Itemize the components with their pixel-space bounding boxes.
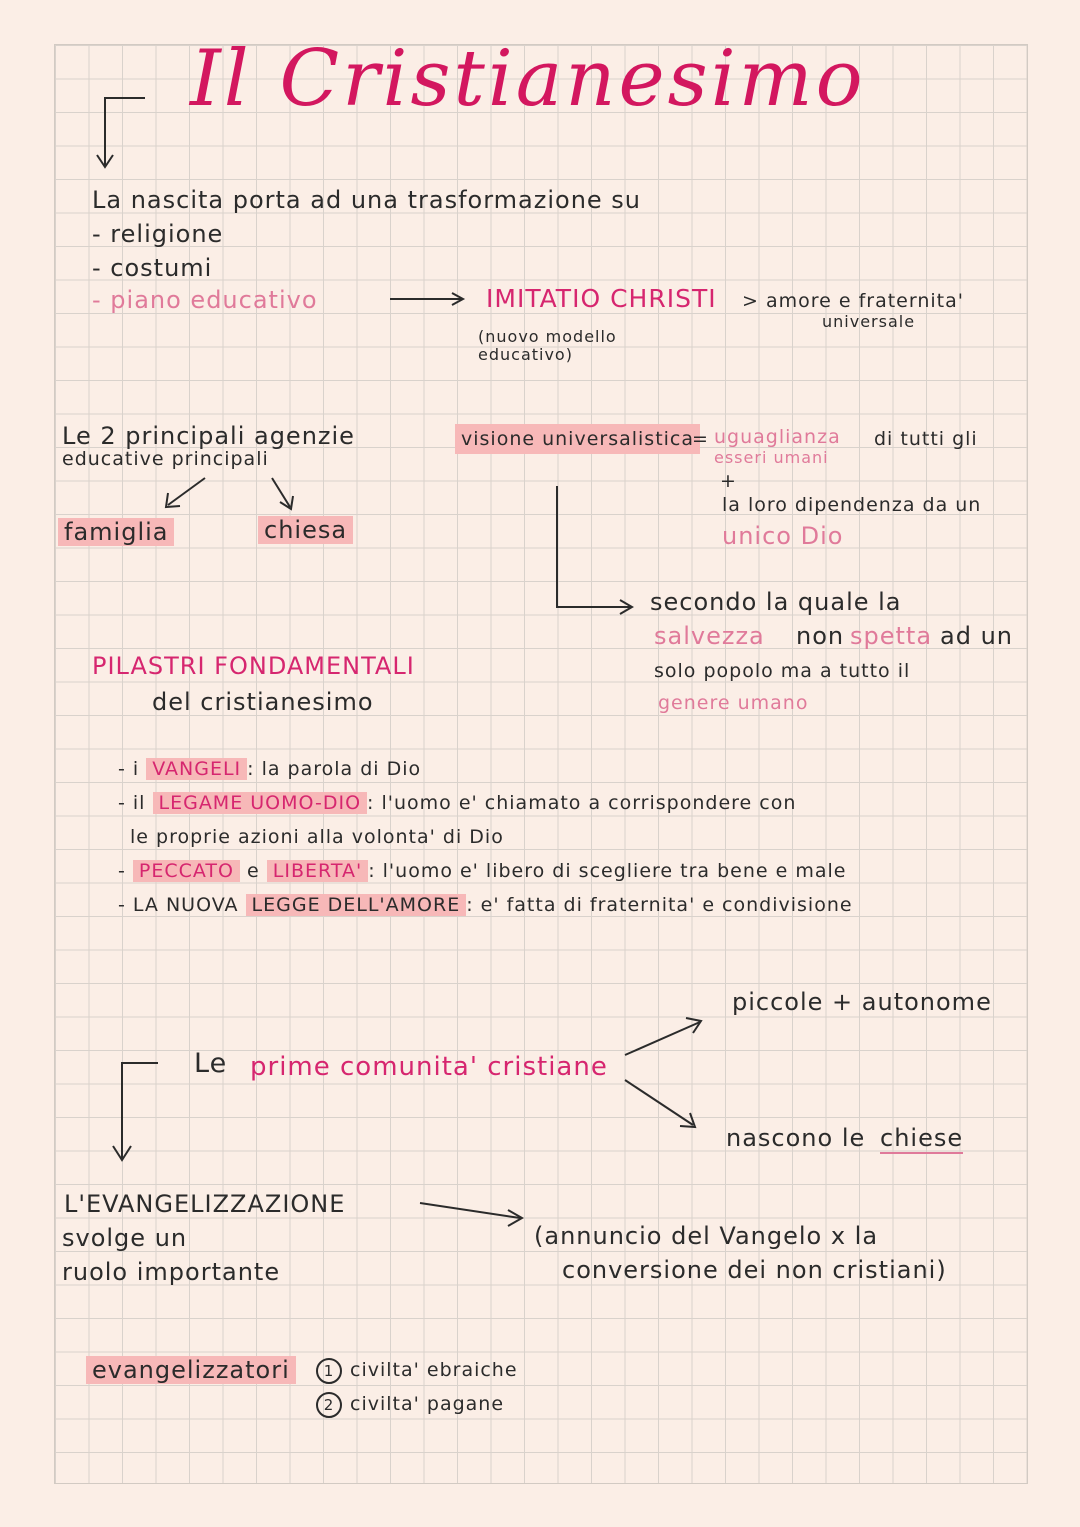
ad-un: ad un — [940, 622, 1013, 650]
pilastro-legame — [118, 792, 796, 814]
solo-popolo: solo popolo ma a tutto il — [654, 660, 911, 682]
amore-fraternita: > amore e fraternita' — [742, 290, 964, 312]
agenzie-line2: educative principali — [62, 448, 269, 470]
non-word: non — [796, 622, 845, 650]
uguaglianza: uguaglianza — [714, 426, 841, 448]
pilastro-pre: - il — [118, 792, 146, 814]
comunita-le: Le — [194, 1048, 228, 1079]
agenzie-line1: Le 2 principali agenzie — [62, 422, 355, 450]
pilastro-key: LEGAME UOMO-DIO — [153, 792, 368, 814]
piccole-autonome: piccole + autonome — [732, 988, 992, 1016]
esseri-umani: esseri umani — [714, 448, 829, 467]
pilastro-key: PECCATO — [133, 860, 240, 882]
pilastro-key2: LIBERTA' — [267, 860, 368, 882]
imitatio-christi: IMITATIO CHRISTI — [486, 284, 717, 313]
number-2-circle: 2 — [316, 1392, 342, 1418]
plus-sign: + — [720, 470, 737, 492]
pilastro-legge — [118, 894, 853, 916]
svolge-un: svolge un — [62, 1224, 188, 1252]
pilastro-text: : e' fatta di fraternita' e condivisione — [466, 894, 853, 916]
chiesa-label: chiesa — [258, 516, 353, 544]
unico-dio: unico Dio — [722, 522, 844, 550]
pilastro-mid: e — [247, 860, 260, 882]
dipendenza: la loro dipendenza da un — [722, 494, 982, 516]
intro-piano-educativo: - piano educativo — [92, 286, 318, 314]
nuovo-modello: (nuovo modello educativo) — [478, 327, 617, 364]
page-title: Il Cristianesimo — [190, 34, 866, 124]
annuncio-line2: conversione dei non cristiani) — [562, 1256, 947, 1284]
famiglia-label: famiglia — [58, 518, 174, 546]
pilastro-text: : la parola di Dio — [247, 758, 422, 780]
pilastro-pre: - i — [118, 758, 140, 780]
evangelizzazione-title — [64, 1190, 345, 1218]
pilastro-pre: - LA NUOVA — [118, 894, 239, 916]
intro-item-religione: - religione — [92, 220, 224, 248]
visione-eq: = — [692, 428, 709, 450]
salvezza: salvezza — [654, 622, 765, 650]
pilastro-legame-cont: le proprie azioni alla volonta' di Dio — [130, 826, 504, 848]
pilastro-key: LEGGE DELL'AMORE — [246, 894, 467, 916]
visione-universalistica: visione universalistica — [455, 424, 700, 454]
spetta: spetta — [850, 622, 933, 650]
civilta-pagane-text: civilta' pagane — [350, 1393, 505, 1415]
pilastro-peccato — [118, 860, 846, 882]
chiese: chiese — [880, 1124, 964, 1152]
genere-umano: genere umano — [658, 692, 809, 714]
pilastro-pre: - — [118, 860, 126, 882]
civilta-ebraiche — [316, 1358, 518, 1384]
pilastri-subtitle: del cristianesimo — [152, 688, 374, 716]
comunita-title: prime comunita' cristiane — [250, 1052, 608, 1082]
pilastro-vangeli — [118, 758, 421, 780]
pilastro-key: VANGELI — [146, 758, 247, 780]
di-tutti-gli: di tutti gli — [874, 428, 978, 450]
evangelizzatori-label: evangelizzatori — [86, 1356, 296, 1384]
number-1-circle: 1 — [316, 1358, 342, 1384]
nascono-le: nascono le — [726, 1124, 866, 1152]
universale: universale — [822, 312, 916, 331]
secondo-la-quale: secondo la quale la — [650, 588, 902, 616]
ruolo-importante: ruolo importante — [62, 1258, 281, 1286]
civilta-ebraiche-text: civilta' ebraiche — [350, 1359, 518, 1381]
intro-item-costumi: - costumi — [92, 254, 213, 282]
evangelizzazione-word: L'EVANGELIZZAZIONE — [64, 1190, 346, 1218]
civilta-pagane — [316, 1392, 504, 1418]
annuncio-line1: (annuncio del Vangelo x la — [534, 1222, 879, 1250]
pilastro-text: : l'uomo e' chiamato a corrispondere con — [367, 792, 797, 814]
pilastro-text: : l'uomo e' libero di scegliere tra bene e male — [368, 860, 847, 882]
pilastri-title: PILASTRI FONDAMENTALI — [92, 652, 415, 680]
intro-text: La nascita porta ad una trasformazione su — [92, 186, 642, 214]
